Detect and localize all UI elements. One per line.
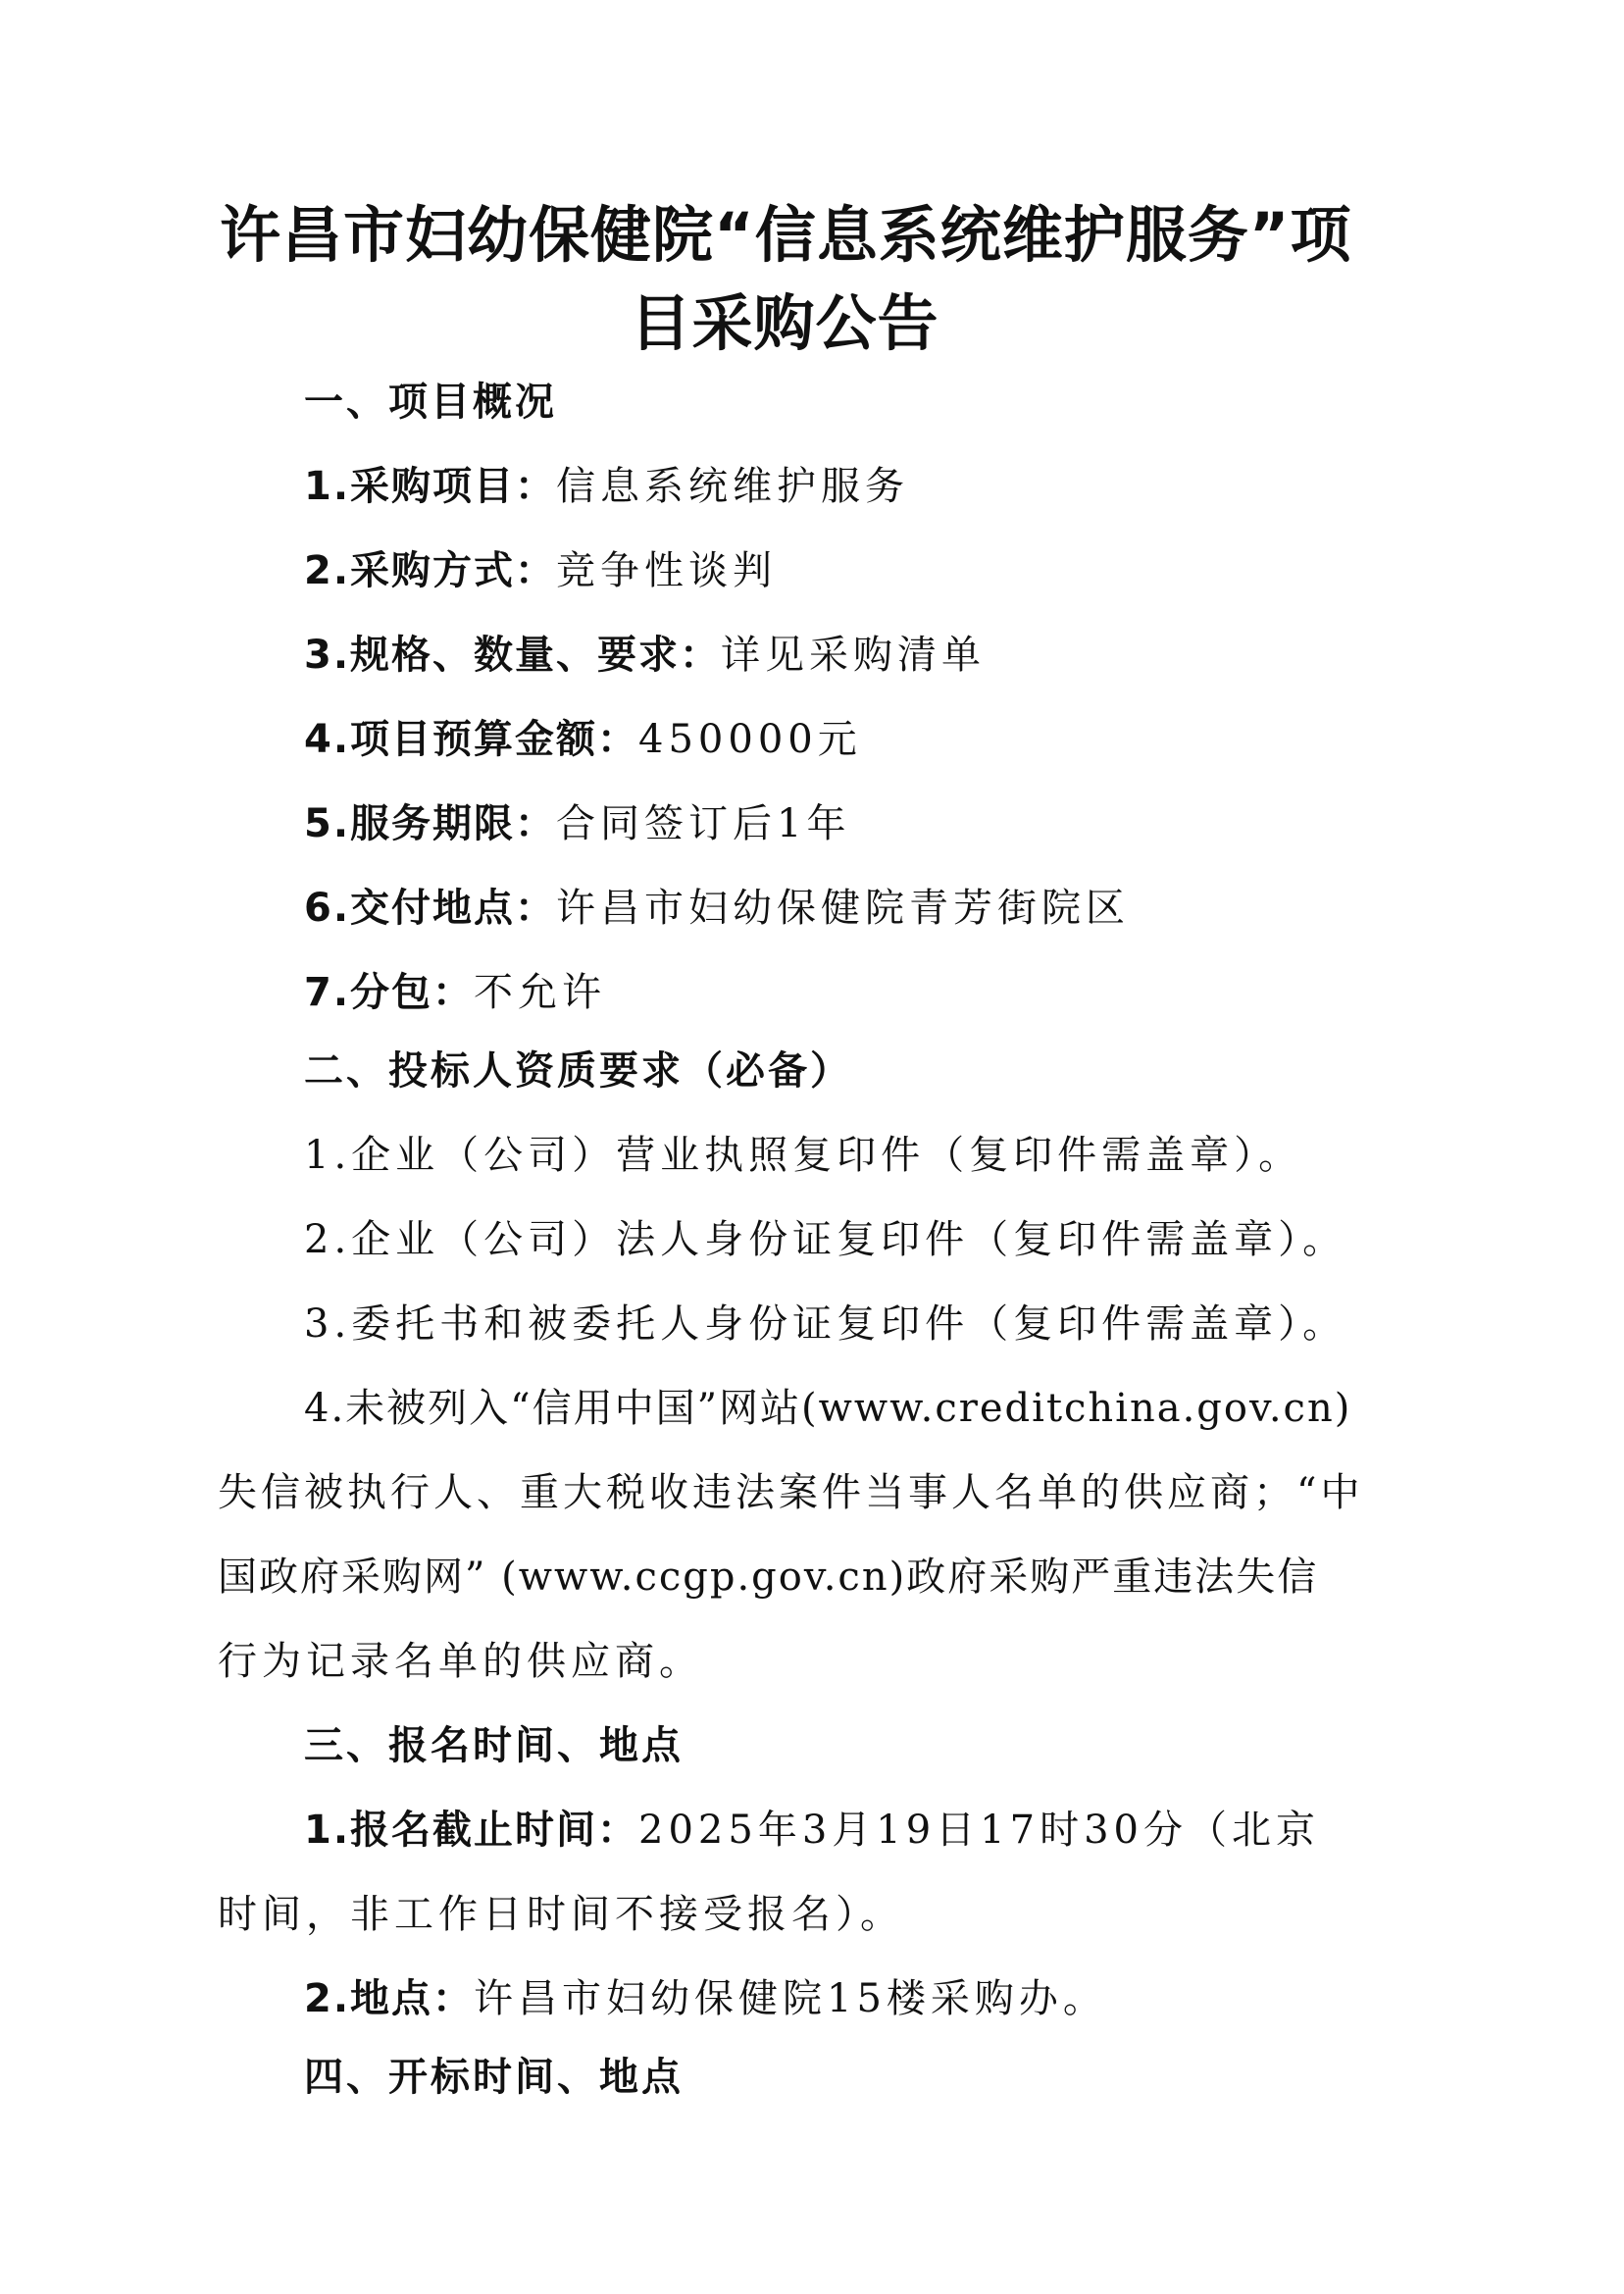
item-label: 3.规格、数量、要求： (304, 633, 722, 678)
deadline-label: 1.报名截止时间： (304, 1808, 639, 1853)
qualification-item-1: 1.企业（公司）营业执照复印件（复印件需盖章）。 (304, 1133, 1303, 1178)
qualification-item-4-line-3: 国政府采购网” (www.ccgp.gov.cn)政府采购严重违法失信 (218, 1555, 1319, 1600)
item-procurement-project (304, 459, 909, 514)
item-label: 6.交付地点： (304, 886, 557, 931)
item-budget (304, 712, 862, 767)
item-value: 竞争性谈判 (556, 548, 778, 593)
item-procurement-method (304, 543, 777, 598)
qualification-item-2: 2.企业（公司）法人身份证复印件（复印件需盖章）。 (304, 1217, 1347, 1262)
item-label: 7.分包： (304, 970, 475, 1015)
registration-deadline-continued: 时间，非工作日时间不接受报名）。 (218, 1892, 904, 1937)
item-service-period (304, 796, 850, 851)
item-value: 不允许 (474, 970, 607, 1015)
item-value: 合同签订后1年 (556, 801, 851, 846)
item-value: 许昌市妇幼保健院青芳街院区 (556, 886, 1131, 931)
item-label: 4.项目预算金额： (304, 717, 639, 762)
qualification-item-4-line-4: 行为记录名单的供应商。 (218, 1639, 703, 1684)
document-title (196, 192, 1373, 367)
item-delivery-location (304, 881, 1130, 936)
section-2-heading: 二、投标人资质要求（必备） (304, 1048, 852, 1094)
item-label: 5.服务期限： (304, 801, 557, 846)
title-line-1: 许昌市妇幼保健院“信息系统维护服务”项 (220, 199, 1352, 271)
registration-location (304, 1971, 1107, 2026)
item-label: 2.采购方式： (304, 548, 557, 593)
item-label: 1.采购项目： (304, 464, 557, 509)
section-4-heading: 四、开标时间、地点 (304, 2055, 684, 2100)
location-label: 2.地点： (304, 1976, 475, 2021)
item-subcontracting (304, 965, 606, 1020)
title-line-2: 目采购公告 (630, 287, 939, 359)
item-value: 详见采购清单 (721, 633, 987, 678)
item-specifications (304, 628, 986, 683)
location-value: 许昌市妇幼保健院15楼采购办。 (474, 1976, 1107, 2021)
registration-deadline (304, 1803, 1320, 1858)
item-value: 信息系统维护服务 (556, 464, 910, 509)
qualification-item-3: 3.委托书和被委托人身份证复印件（复印件需盖章）。 (304, 1301, 1347, 1347)
deadline-value: 2025年3月19日17时30分（北京 (638, 1808, 1320, 1853)
section-3-heading: 三、报名时间、地点 (304, 1723, 684, 1768)
section-1-heading: 一、项目概况 (304, 380, 557, 425)
qualification-item-4-line-2: 失信被执行人、重大税收违法案件当事人名单的供应商；“中 (218, 1470, 1364, 1515)
item-value: 450000元 (638, 717, 862, 762)
qualification-item-4-line-1: 4.未被列入“信用中国”网站(www.creditchina.gov.cn) (304, 1386, 1352, 1431)
